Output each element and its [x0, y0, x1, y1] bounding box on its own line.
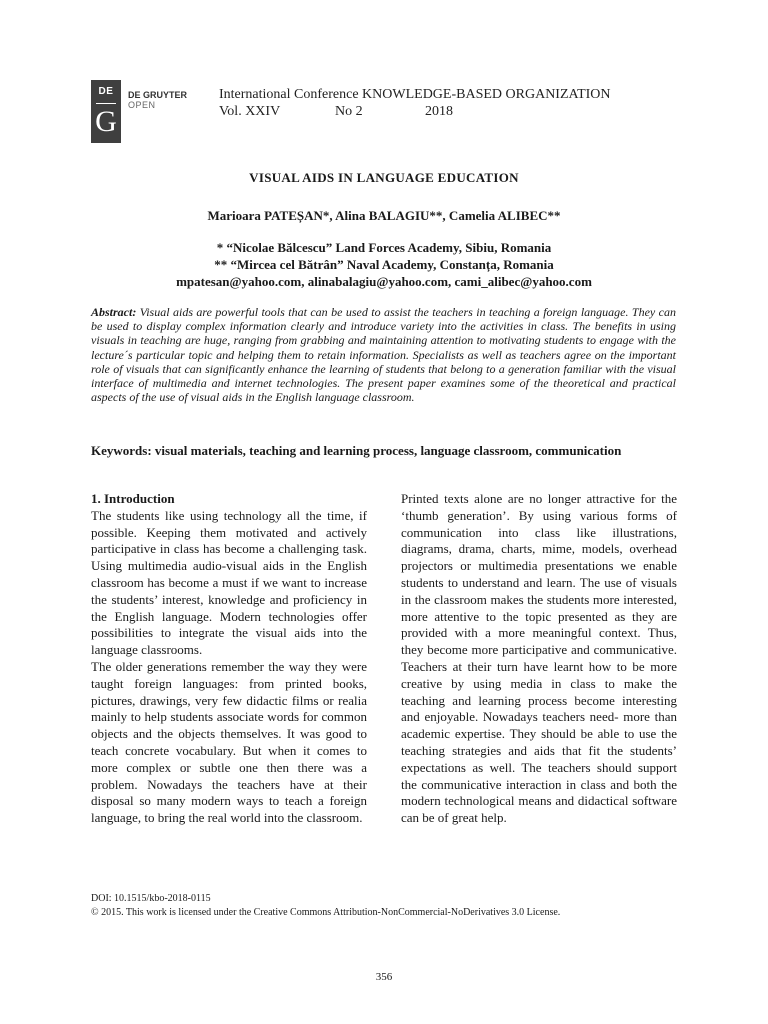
volume: Vol. XXIV: [219, 104, 281, 119]
left-column: [91, 491, 367, 827]
affiliations: [0, 239, 768, 290]
affiliation-1: * “Nicolae Bălcescu” Land Forces Academy, Sibiu, Romania: [216, 240, 552, 255]
affiliation-2: ** “Mircea cel Bătrân” Naval Academy, Constanța, Romania: [214, 257, 554, 272]
conference-header: [219, 86, 611, 120]
paper-title: VISUAL AIDS IN LANGUAGE EDUCATION: [249, 170, 519, 185]
publisher-logo: [91, 80, 207, 144]
de-gruyter-emblem: [91, 80, 121, 143]
abstract: [91, 305, 676, 404]
paragraph: The older generations remember the way they were taught foreign languages: from printed books, pictures, drawings, very few didactic films or realia mainly to help students associate words for common objects and the objects themselves. It was good to teach concrete vocabulary. But when it comes to more complex or subtle one then there was a problem. Nowadays the teachers have at their disposal so many modern ways to teach a foreign language, to bring the real world into the classroom.: [91, 658, 367, 826]
conference-issue: [219, 103, 519, 120]
publisher-name-block: [128, 90, 187, 110]
logo-emblem-top: DE: [98, 86, 114, 97]
paragraph: Printed texts alone are no longer attractive for the ‘thumb generation’. By using various forms of communication into class like illustrations, diagrams, drama, charts, mime, models, overhead projectors or multimedia presentations we enable students to understand and learn. The use of visuals in the classroom makes the students more interested, more attentive to the topic presented as they are provided with a more meaningful context. Thus, they become more participative and communicative. Teachers at their turn have learnt how to be more creative by using media in class to make the teaching and learning process become interesting and enjoyable. Nowadays teachers need- more than academic expertise. They should be able to use the teaching strategies and aids that fit the students’ expectations as well. The teachers should support the communicative interaction in class and both the modern technological means and didactical software can be of great help.: [401, 491, 677, 826]
issue-number: No 2: [335, 104, 363, 119]
section-heading: 1. Introduction: [91, 491, 175, 506]
abstract-label: Abstract:: [91, 305, 137, 319]
authors: Marioara PATEȘAN*, Alina BALAGIU**, Camelia ALIBEC**: [207, 208, 561, 223]
keywords: Keywords: visual materials, teaching and learning process, language classroom, communication: [91, 443, 622, 458]
year: 2018: [425, 104, 453, 119]
paragraph: The students like using technology all the time, if possible. Keeping them motivated and actively participative in class has become a challenging task. Using multimedia audio-visual aids in the English classroom has become a must if we want to increase the students’ interest, knowledge and proficiency in the English language. Modern technologies offer possibilities to integrate the visual aids into the language classrooms.: [91, 507, 367, 658]
publisher-name: DE GRUYTER: [128, 90, 188, 100]
abstract-text: Visual aids are powerful tools that can be used to assist the teachers in teaching a foreign language. They can be used to display complex information clearly and introduce variety into the activities in class. The benefits in using visuals in teaching are huge, ranging from grabbing and maintaining attention to motivating students to engage with the lecture´s particular topic and helping them to retain information. Specialists as well as teachers agree on the important role of visuals that can significantly enhance the learning of students that belong to a generation familiar with the visual interface of multimedia and internet technologies. The present paper examines some of the theoretical and practical aspects of the use of visual aids in the English language classroom.: [91, 305, 677, 405]
author-emails: mpatesan@yahoo.com, alinabalagiu@yahoo.com, cami_alibec@yahoo.com: [176, 274, 592, 289]
publisher-sub: OPEN: [128, 100, 156, 110]
logo-divider: [96, 103, 116, 104]
logo-emblem-letter: G: [95, 105, 117, 138]
license-notice: © 2015. This work is licensed under the Creative Commons Attribution-NonCommercial-NoDerivatives 3.0 License.: [91, 907, 561, 918]
right-column: [401, 491, 677, 827]
conference-name: International Conference KNOWLEDGE-BASED ORGANIZATION: [219, 87, 611, 102]
doi: DOI: 10.1515/kbo-2018-0115: [91, 893, 211, 904]
page-number: 356: [375, 971, 393, 983]
